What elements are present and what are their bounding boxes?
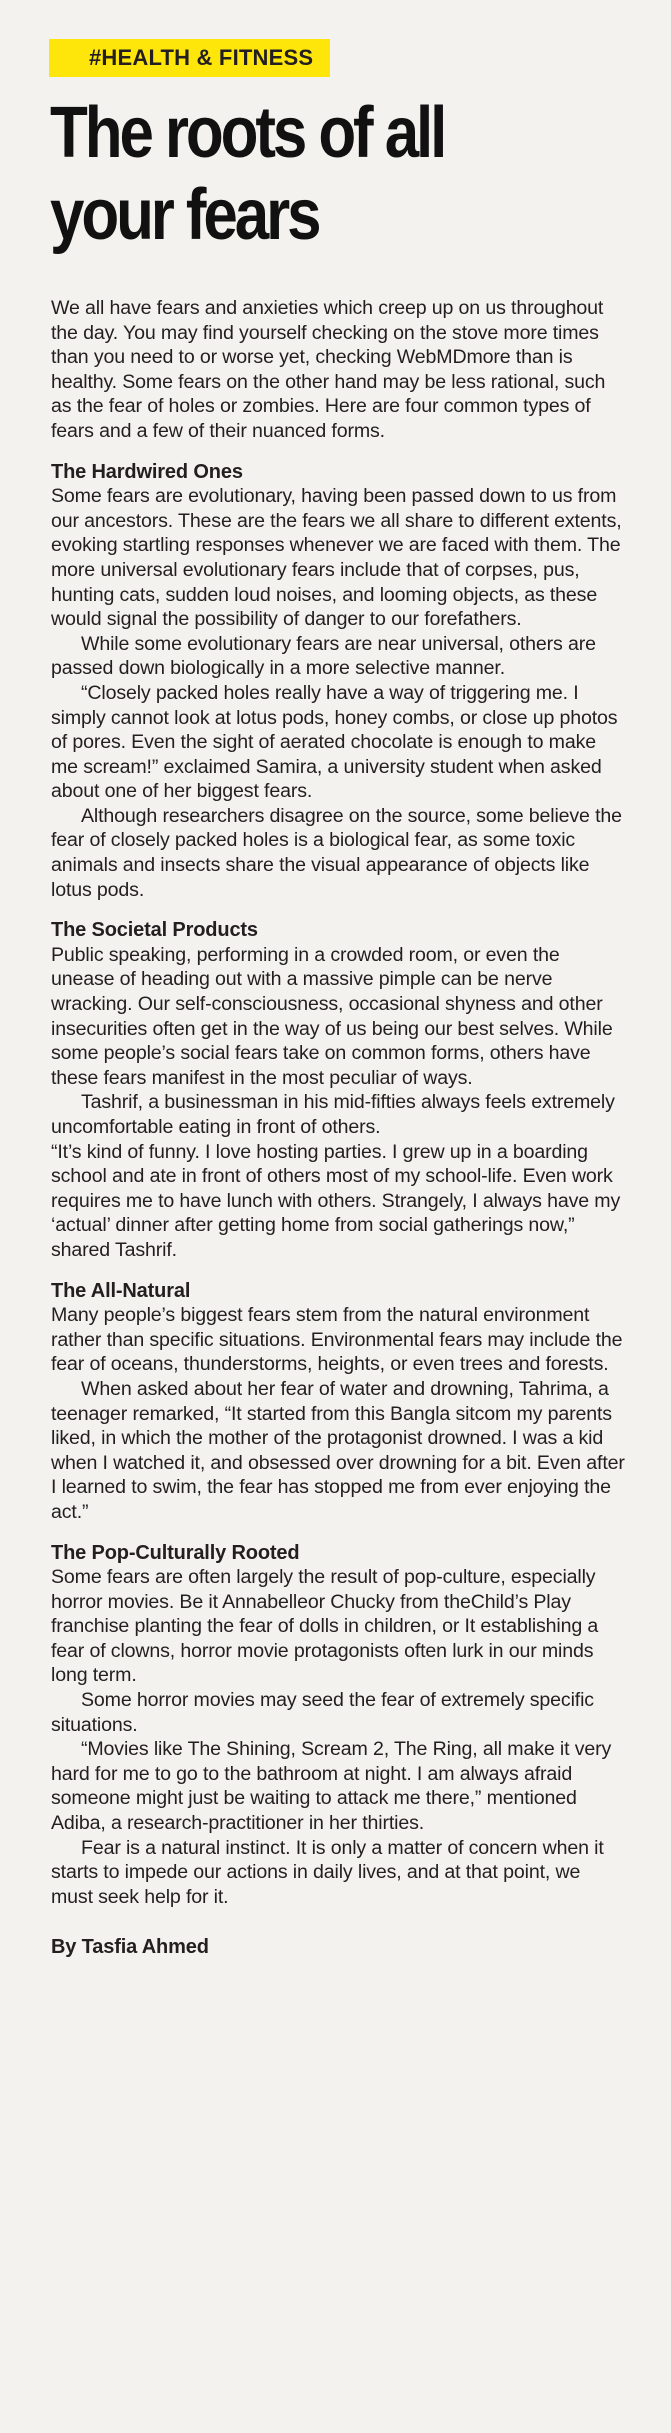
article-body <box>51 296 625 1960</box>
section-all-natural <box>51 1279 625 1525</box>
paragraph: Some fears are often largely the result of pop-culture, especially horror movies. Be it Annabelleor Chucky from theChild’s Play franchise planting the fear of dolls in children, or It establishing a fear of clowns, horror movie protagonists often lurk in our minds long term. <box>51 1566 599 1687</box>
quote-paragraph: “Closely packed holes really have a way of triggering me. I simply cannot look at lotus pods, honey combs, or close up photos of pores. Even the sight of aerated chocolate is enough to make me scream!” exclaimed Samira, a university student when asked about one of her biggest fears. <box>51 681 618 803</box>
paragraph: Some horror movies may seed the fear of extremely specific situations. <box>51 1689 594 1736</box>
headline-line-2: your fears <box>50 175 319 255</box>
paragraph: Although researchers disagree on the source, some believe the fear of closely packed holes is a biological fear, as some toxic animals and insects share the visual appearance of objects like lotus pods. <box>51 804 622 901</box>
section-heading: The All-Natural <box>51 1279 191 1302</box>
paragraph: Public speaking, performing in a crowded room, or even the unease of heading out with a massive pimple can be nerve wracking. Our self-consciousness, occasional shyness and other insecurities often get in the way of us being our best selves. While some people’s social fears take on common forms, others have these fears manifest in the most peculiar of ways. <box>51 943 613 1089</box>
paragraph: Many people’s biggest fears stem from the natural environment rather than specific situations. Environmental fears may include the fear of oceans, thunderstorms, heights, or even trees and forests. <box>51 1304 623 1376</box>
paragraph: While some evolutionary fears are near universal, others are passed down biologically in a more selective manner. <box>51 632 596 680</box>
paragraph: Tashrif, a businessman in his mid-fifties always feels extremely uncomfortable eating in front of others. <box>51 1091 615 1138</box>
category-tag: #HEALTH & FITNESS <box>49 39 330 77</box>
headline <box>50 92 549 256</box>
headline-line-1: The roots of all <box>50 93 445 173</box>
section-pop-culture <box>51 1541 625 1910</box>
section-hardwired <box>51 460 625 903</box>
byline: By Tasfia Ahmed <box>51 1936 209 1959</box>
section-heading: The Hardwired Ones <box>51 460 243 483</box>
closing-paragraph: Fear is a natural instinct. It is only a matter of concern when it starts to impede our actions in daily lives, and at that point, we must seek help for it. <box>51 1836 604 1908</box>
quote-paragraph: When asked about her fear of water and drowning, Tahrima, a teenager remarked, “It started from this Bangla sitcom my parents liked, in which the mother of the protagonist drowned. I was a kid when I watched it, and obsessed over drowning for a bit. Even after I learned to swim, the fear has stopped me from ever enjoying the act.” <box>51 1377 625 1523</box>
paragraph: Some fears are evolutionary, having been passed down to us from our ancestors. These are the fears we all share to different extents, evoking startling responses whenever we are faced with them. The more universal evolutionary fears include that of corpses, pus, hunting cats, sudden loud noises, and looming objects, as these would signal the possibility of danger to our forefathers. <box>51 485 622 631</box>
section-heading: The Pop-Culturally Rooted <box>51 1541 300 1564</box>
quote-paragraph: “It’s kind of funny. I love hosting parties. I grew up in a boarding school and ate in front of others most of my school-life. Even work requires me to have lunch with others. Strangely, I always have my ‘actual’ dinner after getting home from social gatherings now,” shared Tashrif. <box>51 1140 621 1261</box>
section-societal <box>51 918 625 1262</box>
section-heading: The Societal Products <box>51 919 258 942</box>
quote-paragraph: “Movies like The Shining, Scream 2, The Ring, all make it very hard for me to go to the bathroom at night. I am always afraid someone might just be waiting to attack me there,” mentioned Adiba, a research-practitioner in her thirties. <box>51 1738 612 1835</box>
intro-paragraph: We all have fears and anxieties which creep up on us throughout the day. You may find yourself checking on the stove more times than you need to or worse yet, checking WebMDmore than is healthy. Some fears on the other hand may be less rational, such as the fear of holes or zombies. Here are four common types of fears and a few of their nuanced forms. <box>51 297 606 442</box>
